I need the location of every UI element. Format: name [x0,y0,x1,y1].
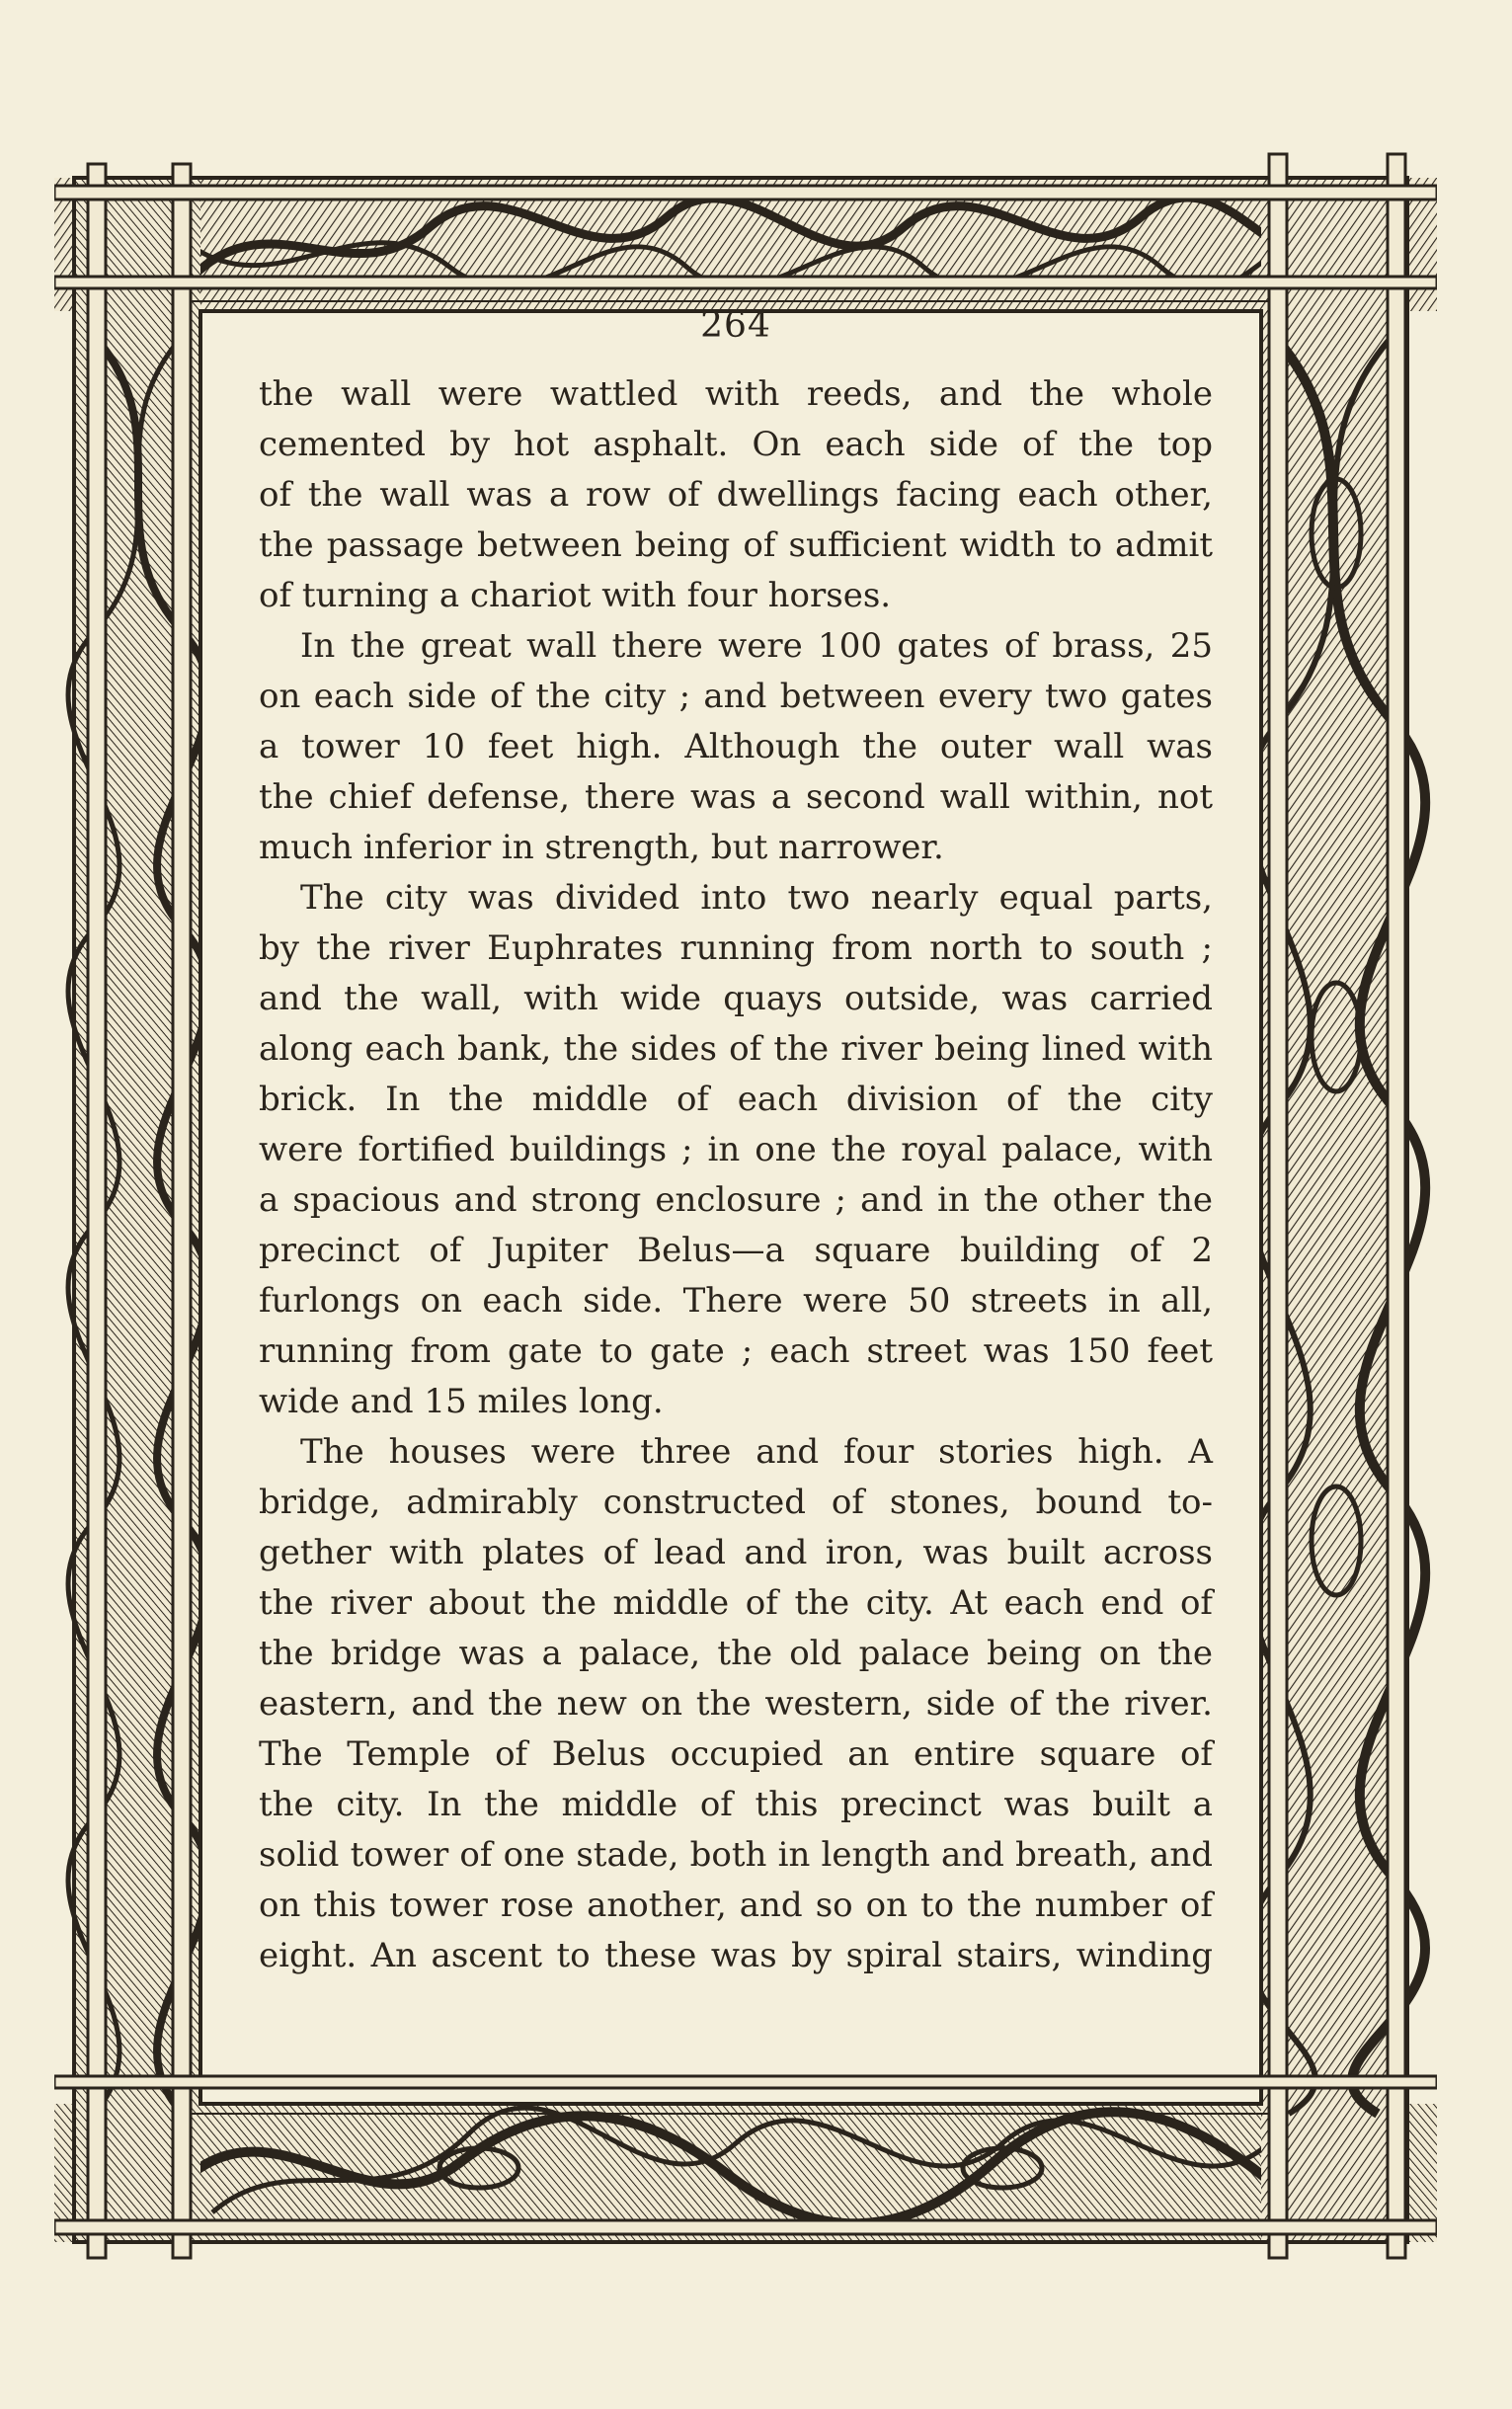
text-line: In the great wall there were 100 gates of brass, 25 [300,626,1213,666]
text-line: the city. In the middle of this precinct was built a [259,1785,1213,1824]
text-line: on this tower rose another, and so on to the number of [259,1886,1213,1925]
text-line: gether with plates of lead and iron, was built across [259,1533,1213,1572]
text-line: by the river Euphrates running from north to south ; [259,928,1213,968]
text-line: the wall were wattled with reeds, and the whole [259,374,1213,414]
text-line: a tower 10 feet high. Although the outer wall was [259,727,1213,766]
text-line: eight. An ascent to these was by spiral stairs, winding [259,1936,1213,1975]
text-line: and the wall, with wide quays outside, was carried [259,979,1213,1018]
text-line: bridge, admirably constructed of stones, bound to- [259,1483,1213,1522]
text-line: the river about the middle of the city. At each end of [259,1583,1213,1623]
text-line: the passage between being of sufficient width to admit [259,525,1213,565]
text-line: on each side of the city ; and between every two gates [259,677,1213,716]
text-line: The Temple of Belus occupied an entire square of [259,1734,1213,1774]
text-line: the chief defense, there was a second wall within, not [259,777,1213,817]
text-line: a spacious and strong enclosure ; and in the other the [259,1180,1213,1220]
text-line: the bridge was a palace, the old palace being on the [259,1634,1213,1673]
text-line: eastern, and the new on the western, side of the river. [259,1684,1213,1724]
text-line: brick. In the middle of each division of the city [259,1080,1213,1119]
text-line: much inferior in strength, but narrower. [259,828,944,867]
text-line: along each bank, the sides of the river being lined with [259,1029,1213,1069]
text-line: furlongs on each side. There were 50 streets in all, [259,1281,1213,1321]
page-number: 264 [700,305,771,346]
page-text [259,296,1213,1981]
text-line: solid tower of one stade, both in length and breath, and [259,1835,1213,1875]
text-line: cemented by hot asphalt. On each side of the top [259,425,1213,464]
text-line: wide and 15 miles long. [259,1382,664,1421]
text-lines [259,369,1213,1981]
text-line: of turning a chariot with four horses. [259,576,892,615]
text-line: were fortified buildings ; in one the royal palace, with [259,1130,1213,1169]
text-line: The houses were three and four stories high. A [300,1432,1213,1472]
text-line: precinct of Jupiter Belus—a square building of 2 [259,1231,1213,1270]
text-line: running from gate to gate ; each street was 150 feet [259,1331,1213,1371]
text-line: The city was divided into two nearly equal parts, [300,878,1213,918]
text-line: of the wall was a row of dwellings facing each other, [259,475,1213,515]
